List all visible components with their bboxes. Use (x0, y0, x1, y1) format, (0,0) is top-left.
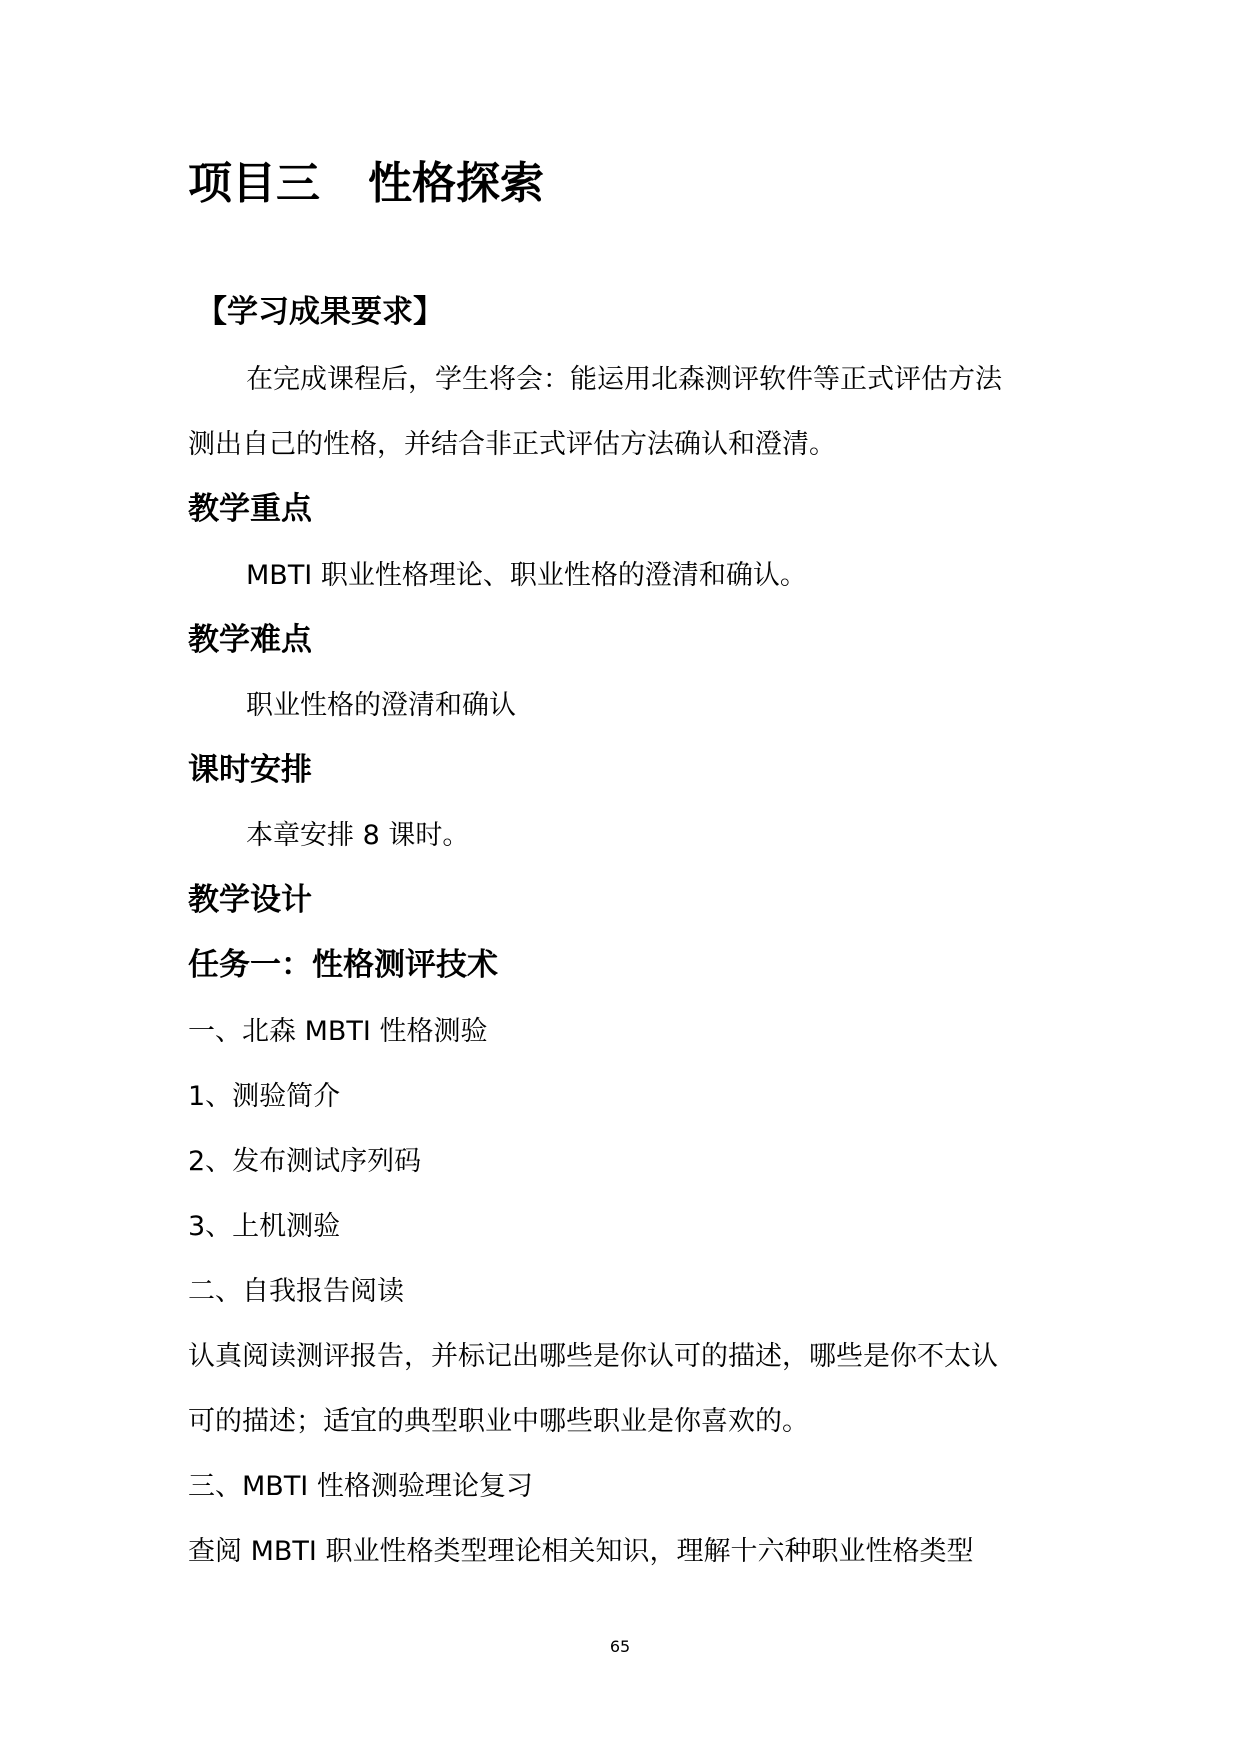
list-item: 1、测验简介 (188, 1081, 341, 1112)
review-line-1: 查阅 MBTI 职业性格类型理论相关知识，理解十六种职业性格类型 (188, 1536, 974, 1567)
list-item: 3、上机测验 (188, 1211, 341, 1242)
project-label: 项目三 (188, 158, 320, 209)
list-item: 2、发布测试序列码 (188, 1146, 422, 1177)
reading-line-1: 认真阅读测评报告，并标记出哪些是你认可的描述，哪些是你不太认 (188, 1341, 998, 1372)
difficulties-heading: 教学难点 (188, 622, 312, 658)
list-item: 二、自我报告阅读 (188, 1276, 404, 1307)
key-points-text: MBTI 职业性格理论、职业性格的澄清和确认。 (246, 560, 807, 591)
key-points-heading: 教学重点 (188, 491, 312, 527)
schedule-heading: 课时安排 (188, 752, 312, 788)
task1-heading: 任务一：性格测评技术 (188, 947, 498, 983)
difficulties-text: 职业性格的澄清和确认 (246, 690, 516, 721)
learning-outcomes-line-1: 在完成课程后，学生将会：能运用北森测评软件等正式评估方法 (246, 364, 1002, 395)
learning-outcomes-heading: 【学习成果要求】 (196, 294, 444, 330)
page-number: 65 (609, 1637, 631, 1656)
project-name: 性格探索 (368, 158, 544, 209)
schedule-text: 本章安排 8 课时。 (246, 820, 470, 851)
review-heading: 三、MBTI 性格测验理论复习 (188, 1471, 533, 1502)
design-heading: 教学设计 (188, 882, 312, 918)
page-title (188, 158, 544, 209)
learning-outcomes-line-2: 测出自己的性格，并结合非正式评估方法确认和澄清。 (188, 429, 836, 460)
reading-line-2: 可的描述；适宜的典型职业中哪些职业是你喜欢的。 (188, 1406, 809, 1437)
list-item: 一、北森 MBTI 性格测验 (188, 1016, 488, 1047)
